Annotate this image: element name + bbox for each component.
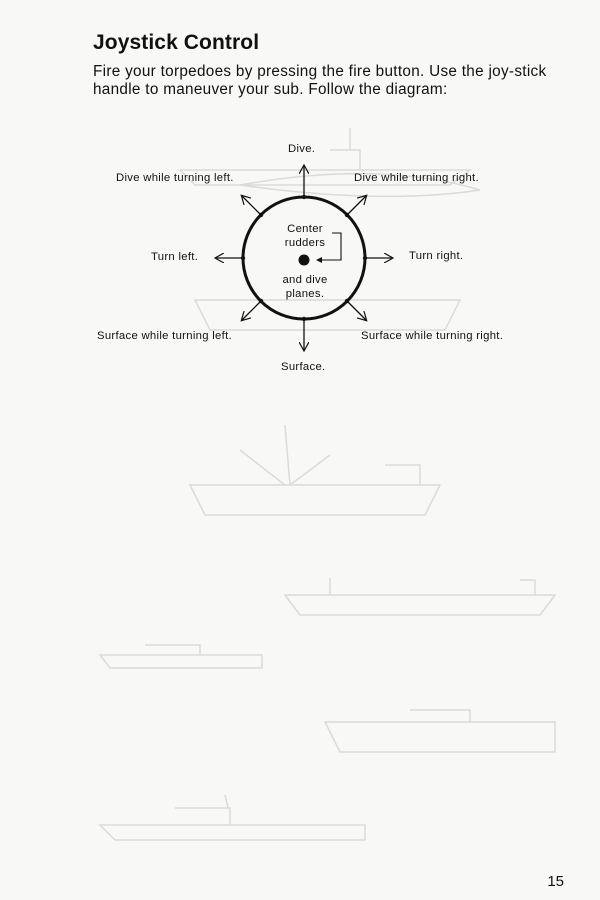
page-title: Joystick Control: [93, 31, 260, 54]
label-turn-right: Turn right.: [409, 250, 464, 262]
page-number: 15: [547, 873, 564, 890]
label-dive-left: Dive while turning left.: [116, 172, 234, 184]
arrow-down-left: [242, 301, 261, 320]
tick-right: [363, 256, 367, 260]
tick-down-right: [345, 299, 349, 303]
ghost-troop-carrier: [325, 710, 555, 752]
center-label-line-3: and dive: [282, 274, 328, 286]
tick-left: [241, 256, 245, 260]
tick-down: [302, 317, 306, 321]
center-label-top: [276, 222, 334, 250]
center-label-line-4: planes.: [285, 288, 325, 300]
ghost-ship-mid: [195, 300, 460, 330]
label-surface-left: Surface while turning left.: [97, 330, 232, 342]
center-label-bottom: [272, 273, 338, 301]
label-surface-right: Surface while turning right.: [361, 330, 504, 342]
joystick-center-dot: [299, 255, 310, 266]
center-label-line-2: rudders: [284, 237, 326, 249]
ghost-destroyer: [100, 795, 365, 840]
tick-down-left: [259, 299, 263, 303]
tick-up-right: [345, 213, 349, 217]
label-turn-left: Turn left.: [151, 251, 199, 263]
ghost-tanker: [285, 578, 555, 615]
arrow-up-right: [347, 196, 366, 215]
ghost-freighter: [190, 425, 440, 515]
tick-up-left: [259, 213, 263, 217]
label-dive-right: Dive while turning right.: [354, 172, 479, 184]
tick-up: [302, 195, 306, 199]
bracket-arrowhead: [316, 257, 322, 263]
intro-paragraph: Fire your torpedoes by pressing the fire button. Use the joy-stick handle to maneuver your sub. Follow the diagram:: [93, 63, 547, 98]
arrow-down-right: [347, 301, 366, 320]
arrow-up-left: [242, 196, 261, 215]
center-label-line-1: Center: [287, 223, 323, 235]
label-dive: Dive.: [288, 143, 316, 155]
label-surface: Surface.: [281, 361, 326, 373]
ghost-patrol-boat: [100, 645, 262, 668]
